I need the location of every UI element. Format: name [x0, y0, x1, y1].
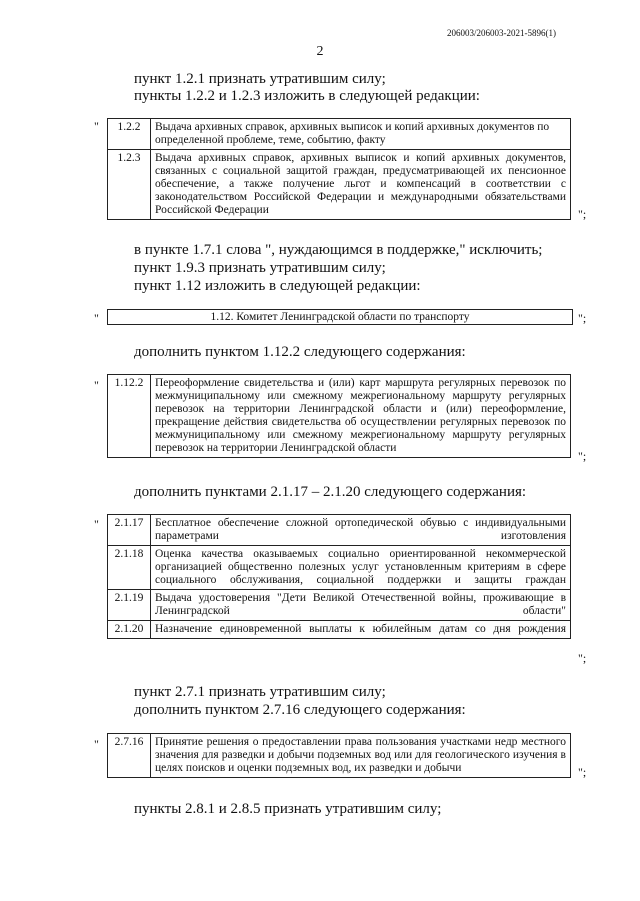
paragraph-3: в пункте 1.7.1 слова ", нуждающимся в поддержке," исключить;	[134, 242, 543, 258]
paragraph-10: пункты 2.8.1 и 2.8.5 признать утратившим силу;	[134, 801, 442, 817]
row-text: Бесплатное обеспечение сложной ортопедической обувью с индивидуальными параметрами изготовления	[151, 515, 571, 546]
paragraph-9: дополнить пунктом 2.7.16 следующего содержания:	[134, 702, 466, 718]
close-quote: ";	[578, 449, 587, 463]
table-row	[108, 375, 571, 458]
document-id: 206003/206003-2021-5896(1)	[447, 28, 556, 38]
row-number: 2.7.16	[108, 734, 151, 778]
table-2	[107, 374, 571, 458]
table-row	[108, 546, 571, 590]
row-number: 2.1.17	[108, 515, 151, 546]
row-text: Оценка качества оказываемых социально ориентированной некоммерческой организацией общественно полезных услуг установленным критериям в сфере социального обслуживания, социальной поддержки и защиты граждан	[151, 546, 571, 590]
heading-box: 1.12. Комитет Ленинградской области по транспорту	[107, 309, 573, 325]
close-quote: ";	[578, 651, 587, 665]
table-row	[108, 734, 571, 778]
open-quote: "	[94, 378, 99, 392]
paragraph-5: пункт 1.12 изложить в следующей редакции:	[134, 278, 421, 294]
paragraph-6: дополнить пунктом 1.12.2 следующего содержания:	[134, 344, 466, 360]
table-row	[108, 590, 571, 621]
table-4	[107, 733, 571, 778]
row-number: 2.1.18	[108, 546, 151, 590]
paragraph-2: пункты 1.2.2 и 1.2.3 изложить в следующей редакции:	[134, 88, 480, 104]
row-text: Выдача удостоверения "Дети Великой Отечественной войны, проживающие в Ленинградской области"	[151, 590, 571, 621]
row-text: Принятие решения о предоставлении права пользования участками недр местного значения для разведки и добычи подземных вод или для геологического изучения в целях поисков и оценки подземных вод, их разведки и добычи	[151, 734, 571, 778]
close-quote: ";	[578, 311, 587, 325]
row-number: 1.2.2	[108, 119, 151, 150]
row-number: 2.1.19	[108, 590, 151, 621]
paragraph-8: пункт 2.7.1 признать утратившим силу;	[134, 684, 386, 700]
row-text: Переоформление свидетельства и (или) карт маршрута регулярных перевозок по межмуниципальному или смежному межрегиональному маршруту регулярных перевозок на территории Ленинградской области и (или) переоформление, прекращение действия свидетельства об осуществлении регулярных перевозок по межмуниципальному или смежному межрегиональному маршруту регулярных перевозок на территории Ленинградской области	[151, 375, 571, 458]
page-number: 2	[316, 44, 324, 59]
open-quote: "	[94, 119, 99, 133]
open-quote: "	[94, 737, 99, 751]
table-3	[107, 514, 571, 639]
row-number: 2.1.20	[108, 621, 151, 639]
paragraph-7: дополнить пунктами 2.1.17 – 2.1.20 следующего содержания:	[134, 484, 527, 500]
paragraph-4: пункт 1.9.3 признать утратившим силу;	[134, 260, 386, 276]
open-quote: "	[94, 517, 99, 531]
table-row	[108, 150, 571, 220]
row-text: Выдача архивных справок, архивных выписок и копий архивных документов, связанных с социальной защитой граждан, предусматривающей их пенсионное обеспечение, а также получение льгот и компенсаций в соответствии с законодательством Российской Федерации и международными обязательствами Российской Федерации	[151, 150, 571, 220]
table-row	[108, 621, 571, 639]
row-number: 1.2.3	[108, 150, 151, 220]
table-row	[108, 119, 571, 150]
row-number: 1.12.2	[108, 375, 151, 458]
close-quote: ";	[578, 765, 587, 779]
paragraph-1: пункт 1.2.1 признать утратившим силу;	[134, 71, 386, 87]
open-quote: "	[94, 311, 99, 325]
table-row	[108, 515, 571, 546]
close-quote: ";	[578, 207, 587, 221]
row-text: Выдача архивных справок, архивных выписок и копий архивных документов по определенной проблеме, теме, событию, факту	[151, 119, 571, 150]
table-1	[107, 118, 571, 220]
row-text: Назначение единовременной выплаты к юбилейным датам со дня рождения	[151, 621, 571, 639]
